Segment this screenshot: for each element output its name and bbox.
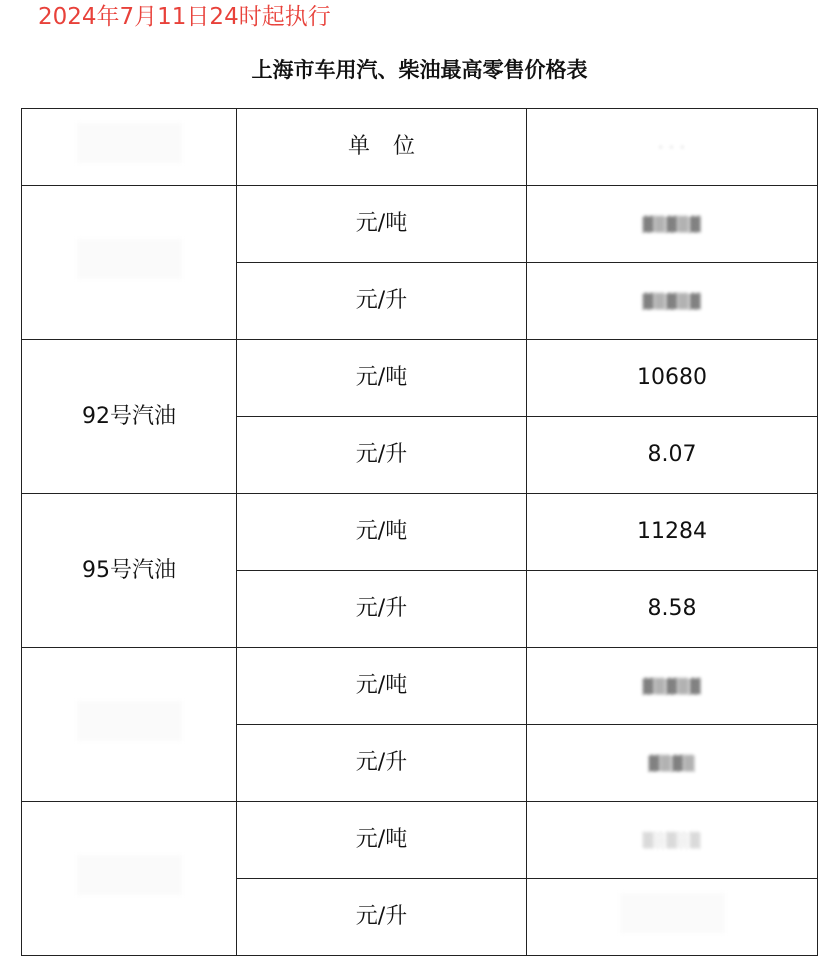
blurred-header-price: · · · [658,140,686,156]
header-unit-label: 单 位 [348,134,423,159]
price-cell [527,648,818,725]
table-row [22,494,818,571]
unit-cell: 元/吨 [237,802,527,879]
unit-cell: 元/吨 [237,648,527,725]
blurred-header-product [77,123,182,163]
price-cell [527,263,818,340]
product-cell: 92号汽油 [22,340,237,494]
price-cell: 10680 [527,340,818,417]
table-row [22,802,818,879]
blurred-product-name [77,855,182,895]
blurred-price: ▓▒▓▒▓ [642,679,702,695]
unit-cell: 元/吨 [237,186,527,263]
price-cell: 8.58 [527,571,818,648]
price-cell [527,725,818,802]
header-unit-cell [237,109,527,186]
blurred-product-name [77,239,182,279]
price-table [21,108,818,956]
product-cell [22,802,237,956]
blurred-price: ▓▒▓▒▓ [642,294,702,310]
effective-date-notice: 2024年7月11日24时起执行 [38,4,331,30]
blurred-price: ▓▒▓▒ [648,756,696,772]
table-header-row [22,109,818,186]
blurred-price: ▒░▒░▒ [642,833,702,849]
unit-cell: 元/升 [237,725,527,802]
product-cell [22,648,237,802]
blurred-price: ▓▒▓▒▓ [642,217,702,233]
unit-cell: 元/升 [237,263,527,340]
price-cell: 11284 [527,494,818,571]
price-cell [527,879,818,956]
unit-cell: 元/吨 [237,340,527,417]
table-row [22,648,818,725]
price-cell [527,186,818,263]
unit-cell: 元/吨 [237,494,527,571]
header-product-cell [22,109,237,186]
blurred-product-name [77,701,182,741]
product-cell: 95号汽油 [22,494,237,648]
page-title: 上海市车用汽、柴油最高零售价格表 [251,58,588,82]
price-cell: 8.07 [527,417,818,494]
product-cell [22,186,237,340]
price-cell [527,802,818,879]
unit-cell: 元/升 [237,879,527,956]
blurred-price [620,893,725,933]
unit-cell: 元/升 [237,417,527,494]
unit-cell: 元/升 [237,571,527,648]
table-row [22,186,818,263]
table-row [22,340,818,417]
header-price-cell [527,109,818,186]
